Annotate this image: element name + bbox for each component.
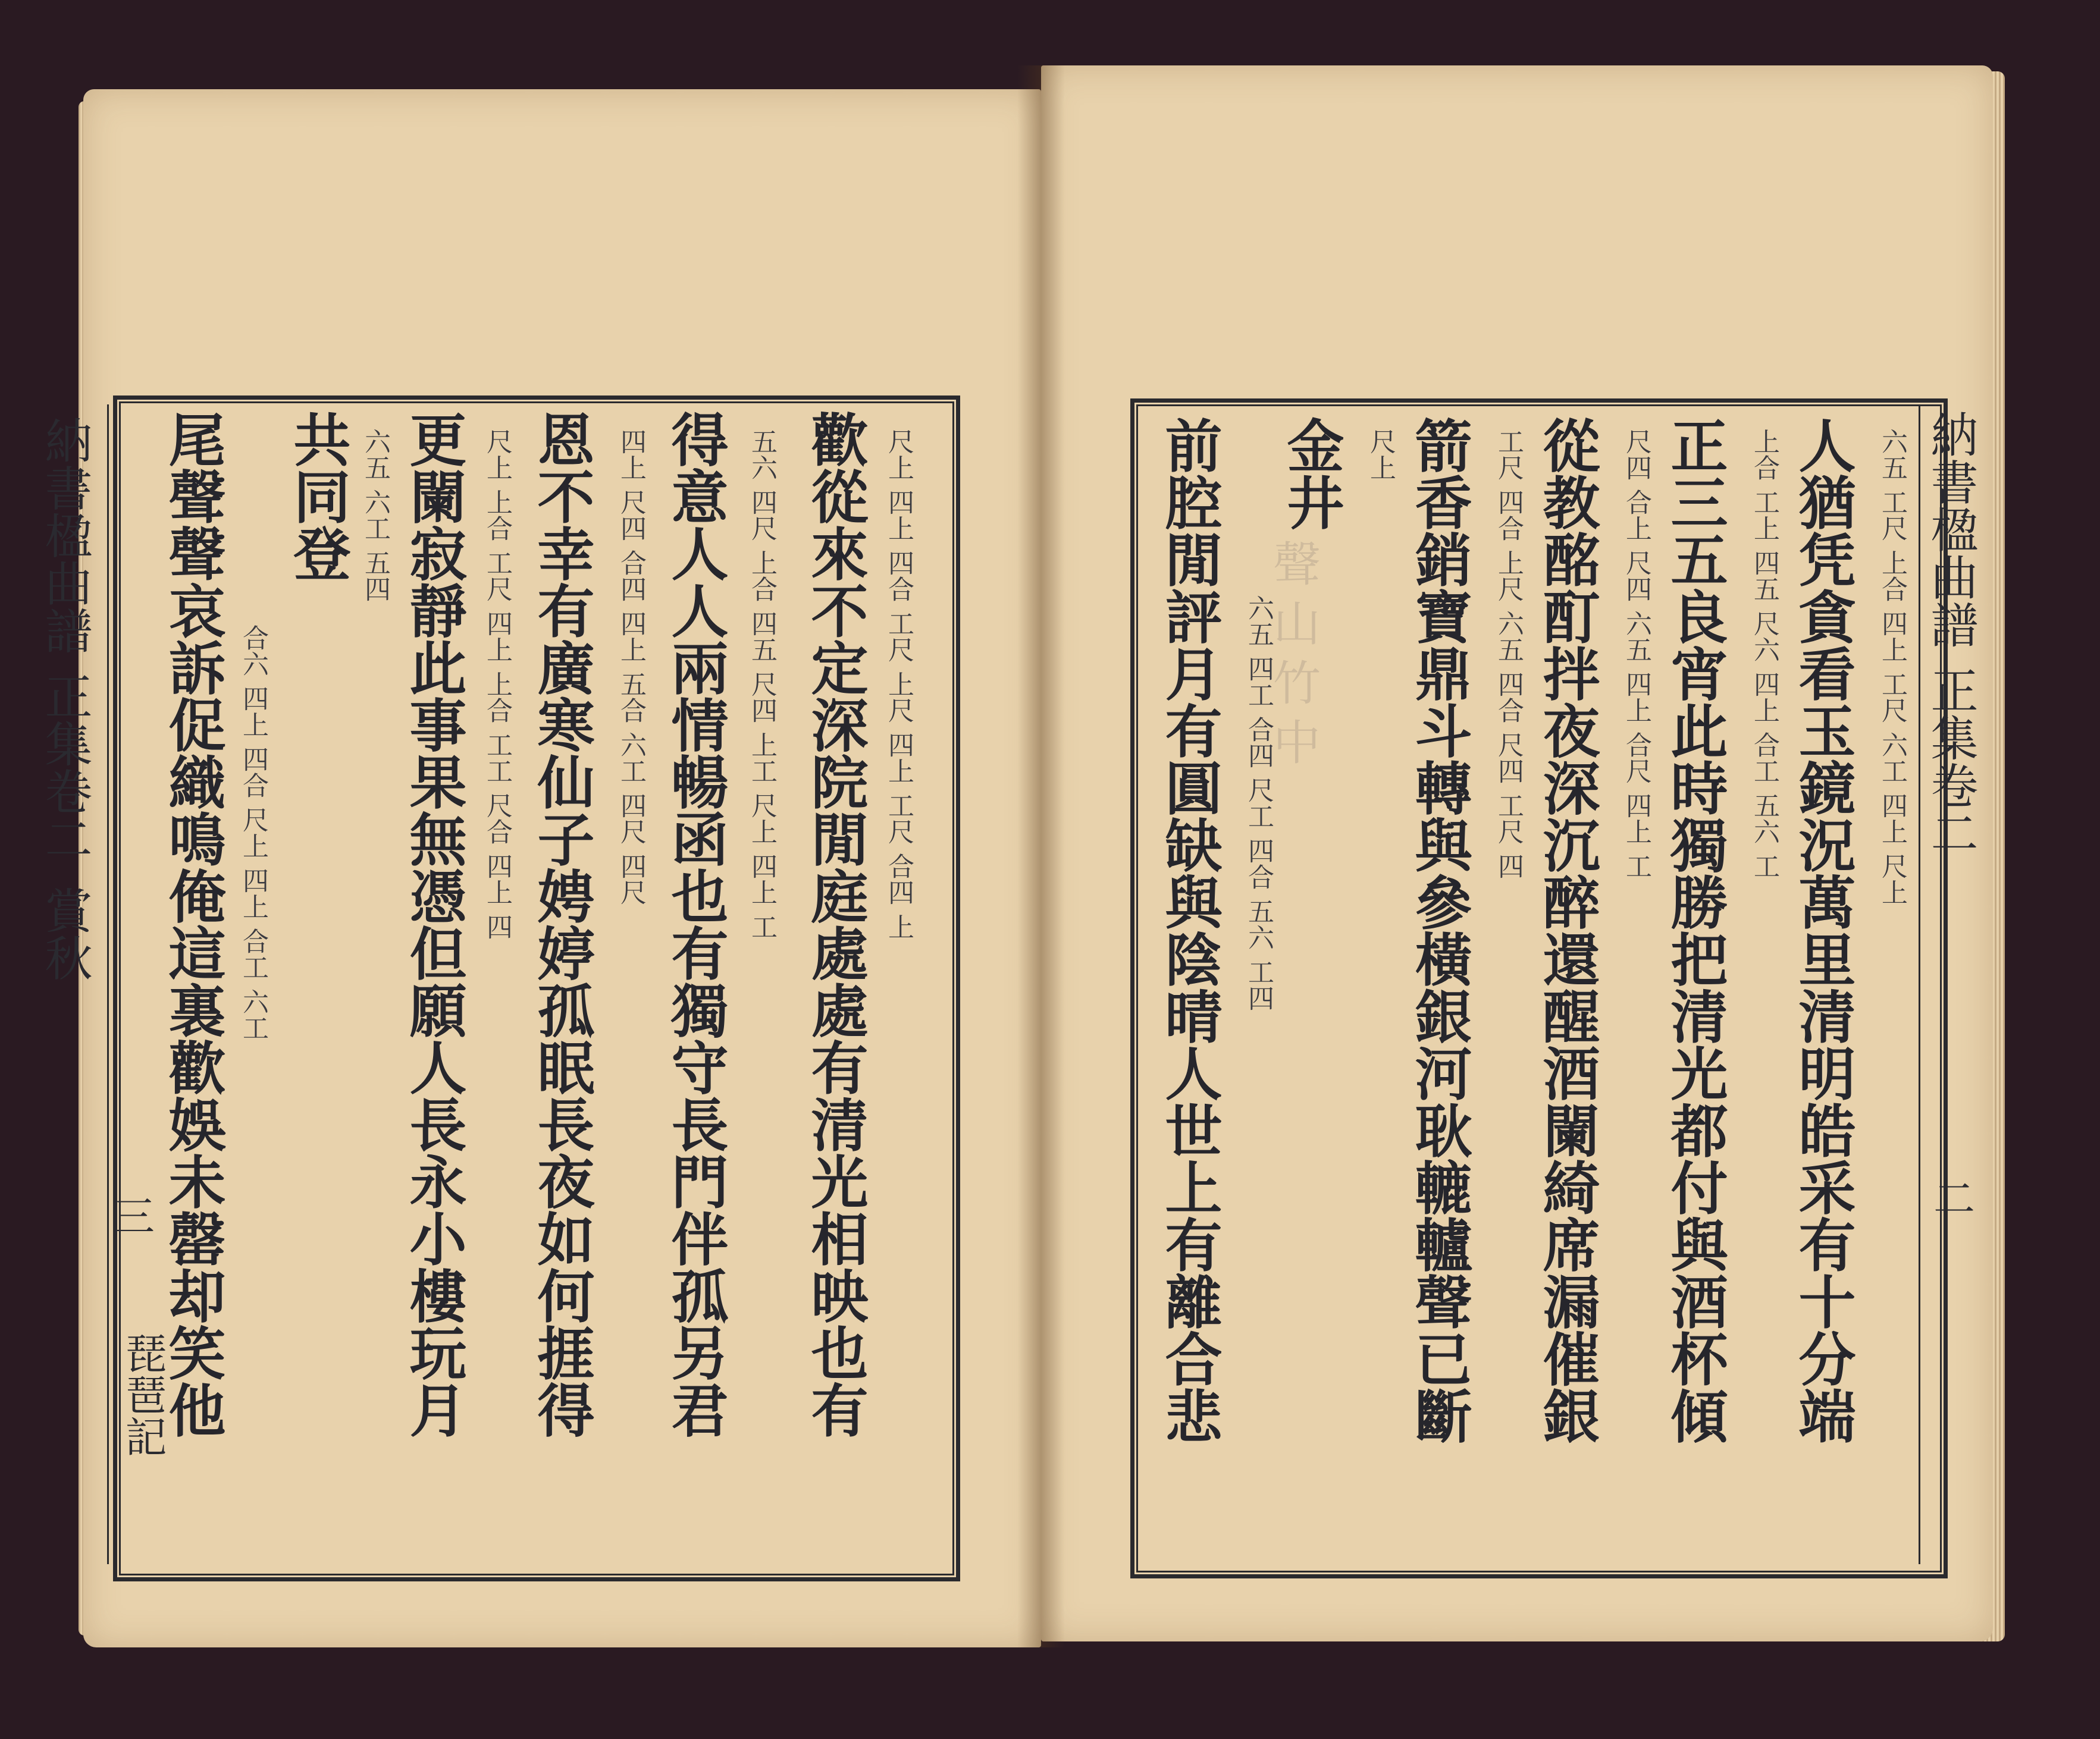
right-notation-col-6: 六五 四工 合四 尺工 四合 五六 工四 (1243, 595, 1274, 1011)
left-text-col-5: 共同登 (284, 410, 352, 582)
left-page-title-rule (107, 404, 109, 1564)
right-notation-col-1: 六五 工尺 上合 四上 工尺 六工 四上 尺上 (1877, 428, 1907, 905)
right-text-col-2: 正三五良宵此時獨勝把清光都付與酒杯傾 (1662, 416, 1729, 1444)
left-notation-col-6: 合六 四上 四合 尺上 四上 合工 六工 (238, 624, 268, 1041)
left-text-col-6: 尾聲聲哀訴促織鳴俺這裏歡娛未罄却笑他 (159, 410, 227, 1438)
right-title: 納書楹曲譜 (1923, 410, 1978, 648)
right-text-col-3: 從教酩酊拌夜深沉醉還醒酒闌綺席漏催銀 (1534, 416, 1601, 1444)
right-notation-col-5: 尺上 (1365, 428, 1396, 481)
right-page-number: 二 (1933, 1175, 1975, 1223)
right-text-col-5: 金井 (1278, 416, 1345, 531)
left-page-number: 三 (113, 1192, 155, 1241)
right-notation-col-4: 工尺 四合 上尺 六五 四合 尺四 工尺 四 (1493, 428, 1524, 879)
right-text-col-6: 前腔閒評月有圓缺與陰晴人世上有離合悲 (1156, 416, 1223, 1444)
left-play-section: 賞秋 (37, 886, 92, 981)
right-page-title-rule (1919, 404, 1920, 1564)
left-title: 納書楹曲譜 (37, 416, 92, 654)
bleed-through-text: 聲 山 竹 中 (1273, 537, 1321, 771)
right-text-col-4: 箭香銷寶鼎斗轉與參橫銀河耿轆轤聲已斷 (1406, 416, 1473, 1444)
left-text-col-4: 更闌寂靜此事果無憑但願人長永小樓玩月 (400, 410, 468, 1438)
left-text-col-1: 歡從來不定深院閒庭處處有清光相映也有 (802, 410, 869, 1438)
right-notation-col-2: 上合 工上 四五 尺六 四上 合工 五六 工 (1749, 428, 1779, 879)
left-play-name: 琵琶記 (118, 1332, 167, 1457)
left-notation-col-1: 尺上 四上 四合 工尺 上尺 四上 工尺 合四 上 (883, 428, 914, 940)
book-gutter (1017, 65, 1065, 1647)
right-volume: 正集卷二 (1923, 666, 1978, 856)
left-text-col-2: 得意人人兩情暢函也有獨守長門伴孤另君 (662, 410, 729, 1438)
right-text-col-1: 人猶凭貪看玉鏡況萬里清明皓采有十分端 (1789, 416, 1857, 1444)
left-notation-col-4: 尺上 上合 工尺 四上 上合 工工 尺合 四上 四 (482, 428, 512, 940)
left-notation-col-3: 四上 尺四 合四 四上 五合 六工 四尺 四尺 (616, 428, 646, 905)
left-notation-col-5: 六五 六工 五四 (360, 428, 390, 602)
right-notation-col-3: 尺四 合上 尺四 六五 四上 合尺 四上 工 (1621, 428, 1651, 879)
left-volume: 正集卷二 (37, 672, 92, 862)
left-text-col-3: 恩不幸有廣寒仙子娉婷孤眠長夜如何捱得 (528, 410, 595, 1438)
left-notation-col-2: 五六 四尺 上合 四五 尺四 上工 尺上 四上 工 (747, 428, 777, 940)
left-title-column (36, 416, 93, 981)
right-title-column (1922, 410, 1979, 856)
